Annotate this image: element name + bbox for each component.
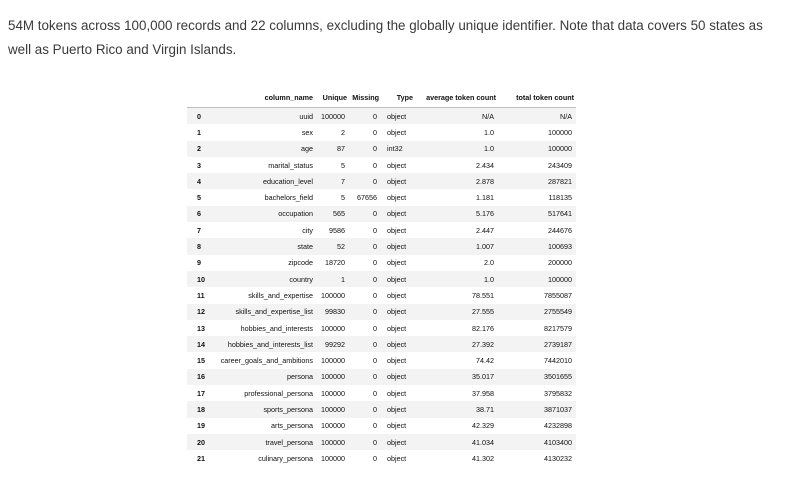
cell-unique: 2 xyxy=(341,127,345,137)
cell-total-token-count: 8217579 xyxy=(544,323,572,333)
table-row xyxy=(187,385,576,401)
cell-unique: 100000 xyxy=(321,453,345,463)
cell-column-name: professional_persona xyxy=(244,388,313,398)
intro-paragraph: 54M tokens across 100,000 records and 22 columns, excluding the globally unique identifier. Note that data covers 50 states as well as Puerto Rico and Virgin Islands. xyxy=(8,18,763,57)
header-index xyxy=(187,88,213,108)
cell-average-token-count: N/A xyxy=(415,108,498,125)
cell-type: object xyxy=(381,369,415,385)
cell-total-token-count: 7442010 xyxy=(544,356,572,366)
cell-type: object xyxy=(387,258,407,268)
cell-missing: 0 xyxy=(373,421,377,431)
cell-missing: 0 xyxy=(349,401,381,417)
cell-missing: 0 xyxy=(373,388,377,398)
cell-type: object xyxy=(387,323,407,333)
cell-column-name: bachelors_field xyxy=(264,193,313,203)
cell-missing: 0 xyxy=(349,369,381,385)
table-row xyxy=(187,222,576,238)
cell-total-token-count: 3795832 xyxy=(544,388,572,398)
cell-total-token-count: 100000 xyxy=(548,127,572,137)
row-index: 1 xyxy=(197,127,201,137)
cell-column-name: sex xyxy=(301,127,313,137)
cell-type: object xyxy=(381,108,415,125)
table-row xyxy=(187,450,576,466)
cell-type: object xyxy=(381,173,415,189)
cell-missing: 0 xyxy=(373,258,377,268)
cell-average-token-count: 1.0 xyxy=(484,127,494,137)
table-row xyxy=(187,418,576,434)
row-index: 3 xyxy=(197,160,201,170)
row-index: 11 xyxy=(197,290,205,300)
row-index: 6 xyxy=(187,206,213,222)
cell-column-name: skills_and_expertise xyxy=(248,290,313,300)
cell-missing: 67656 xyxy=(357,193,377,203)
table-row xyxy=(187,320,576,336)
table-row xyxy=(187,124,576,140)
header-missing: Missing xyxy=(349,88,381,108)
cell-column-name: career_goals_and_ambitions xyxy=(220,356,313,366)
cell-column-name: persona xyxy=(213,369,315,385)
row-index: 8 xyxy=(187,238,213,254)
row-index: 13 xyxy=(197,323,205,333)
row-index: 7 xyxy=(197,225,201,235)
cell-average-token-count: 37.958 xyxy=(472,388,494,398)
cell-type: object xyxy=(387,453,407,463)
cell-unique: 100000 xyxy=(315,369,349,385)
cell-unique: 565 xyxy=(315,206,349,222)
cell-column-name: travel_persona xyxy=(213,434,315,450)
cell-missing: 0 xyxy=(349,304,381,320)
cell-average-token-count: 1.0 xyxy=(415,141,498,157)
row-index: 4 xyxy=(187,173,213,189)
cell-average-token-count: 38.71 xyxy=(415,401,498,417)
cell-total-token-count: 3501655 xyxy=(498,369,576,385)
cell-type: object xyxy=(381,271,415,287)
cell-missing: 0 xyxy=(349,206,381,222)
cell-unique: 100000 xyxy=(321,388,345,398)
table-row xyxy=(187,108,576,125)
cell-unique: 100000 xyxy=(321,323,345,333)
cell-average-token-count: 82.176 xyxy=(472,323,494,333)
cell-column-name: hobbies_and_interests_list xyxy=(213,336,315,352)
header-average-token-count: average token count xyxy=(415,88,498,108)
row-index: 20 xyxy=(187,434,213,450)
table-row xyxy=(187,141,576,157)
cell-missing: 0 xyxy=(373,453,377,463)
cell-type: object xyxy=(381,434,415,450)
cell-unique: 7 xyxy=(315,173,349,189)
table-row xyxy=(187,369,576,385)
table-row xyxy=(187,173,576,189)
cell-missing: 0 xyxy=(373,323,377,333)
cell-unique: 5 xyxy=(341,160,345,170)
row-index: 17 xyxy=(197,388,205,398)
cell-type: object xyxy=(387,388,407,398)
table-row xyxy=(187,352,576,368)
cell-column-name: hobbies_and_interests xyxy=(240,323,313,333)
table-row xyxy=(187,189,576,205)
cell-unique: 99830 xyxy=(315,304,349,320)
table-row xyxy=(187,157,576,173)
cell-column-name: education_level xyxy=(213,173,315,189)
cell-unique: 100000 xyxy=(315,434,349,450)
cell-total-token-count: 517641 xyxy=(498,206,576,222)
cell-type: object xyxy=(387,356,407,366)
cell-missing: 0 xyxy=(349,336,381,352)
cell-average-token-count: 2.434 xyxy=(476,160,494,170)
cell-type: object xyxy=(387,225,407,235)
cell-total-token-count: 200000 xyxy=(548,258,572,268)
row-index: 14 xyxy=(187,336,213,352)
cell-average-token-count: 5.176 xyxy=(415,206,498,222)
cell-column-name: culinary_persona xyxy=(258,453,313,463)
cell-missing: 0 xyxy=(349,173,381,189)
row-index: 18 xyxy=(187,401,213,417)
row-index: 12 xyxy=(187,304,213,320)
cell-type: object xyxy=(381,401,415,417)
row-index: 19 xyxy=(197,421,205,431)
cell-total-token-count: 243409 xyxy=(548,160,572,170)
cell-total-token-count: 2739187 xyxy=(498,336,576,352)
cell-column-name: uuid xyxy=(213,108,315,125)
cell-total-token-count: N/A xyxy=(498,108,576,125)
cell-type: object xyxy=(381,336,415,352)
cell-column-name: skills_and_expertise_list xyxy=(213,304,315,320)
table-row xyxy=(187,304,576,320)
cell-total-token-count: 3871037 xyxy=(498,401,576,417)
dataset-stats-table xyxy=(187,88,576,467)
cell-column-name: occupation xyxy=(213,206,315,222)
cell-missing: 0 xyxy=(349,108,381,125)
cell-total-token-count: 100693 xyxy=(498,238,576,254)
cell-average-token-count: 42.329 xyxy=(472,421,494,431)
table-row xyxy=(187,434,576,450)
cell-column-name: country xyxy=(213,271,315,287)
cell-type: object xyxy=(381,206,415,222)
cell-total-token-count: 7855087 xyxy=(544,290,572,300)
cell-column-name: age xyxy=(213,141,315,157)
cell-unique: 100000 xyxy=(321,356,345,366)
cell-average-token-count: 1.007 xyxy=(415,238,498,254)
dataset-stats-table-container xyxy=(187,88,576,476)
cell-column-name: arts_persona xyxy=(271,421,313,431)
row-index: 9 xyxy=(197,258,201,268)
cell-average-token-count: 78.551 xyxy=(472,290,494,300)
cell-unique: 100000 xyxy=(315,401,349,417)
cell-total-token-count: 4130232 xyxy=(544,453,572,463)
cell-total-token-count: 4103400 xyxy=(498,434,576,450)
header-unique: Unique xyxy=(315,88,349,108)
cell-unique: 100000 xyxy=(321,290,345,300)
cell-missing: 0 xyxy=(373,160,377,170)
cell-total-token-count: 287821 xyxy=(498,173,576,189)
table-row xyxy=(187,238,576,254)
table-body xyxy=(187,108,576,467)
cell-missing: 0 xyxy=(349,434,381,450)
cell-average-token-count: 2.0 xyxy=(484,258,494,268)
cell-average-token-count: 41.302 xyxy=(472,453,494,463)
cell-unique: 87 xyxy=(315,141,349,157)
table-row xyxy=(187,271,576,287)
cell-column-name: marital_status xyxy=(268,160,313,170)
cell-missing: 0 xyxy=(349,271,381,287)
cell-total-token-count: 100000 xyxy=(498,271,576,287)
cell-unique: 52 xyxy=(315,238,349,254)
cell-average-token-count: 2.447 xyxy=(476,225,494,235)
cell-column-name: state xyxy=(213,238,315,254)
cell-type: object xyxy=(387,160,407,170)
cell-type: object xyxy=(387,421,407,431)
cell-average-token-count: 35.017 xyxy=(415,369,498,385)
table-row xyxy=(187,336,576,352)
cell-unique: 100000 xyxy=(315,108,349,125)
cell-missing: 0 xyxy=(373,290,377,300)
cell-unique: 99292 xyxy=(315,336,349,352)
cell-average-token-count: 1.0 xyxy=(415,271,498,287)
table-row xyxy=(187,287,576,303)
cell-average-token-count: 74.42 xyxy=(476,356,494,366)
cell-missing: 0 xyxy=(349,238,381,254)
row-index: 2 xyxy=(187,141,213,157)
row-index: 0 xyxy=(187,108,213,125)
cell-missing: 0 xyxy=(349,141,381,157)
row-index: 21 xyxy=(197,453,205,463)
cell-type: object xyxy=(381,238,415,254)
cell-unique: 5 xyxy=(341,193,345,203)
table-header-row xyxy=(187,88,576,108)
cell-total-token-count: 244676 xyxy=(548,225,572,235)
cell-column-name: city xyxy=(302,225,313,235)
cell-column-name: sports_persona xyxy=(213,401,315,417)
cell-type: object xyxy=(387,193,407,203)
cell-unique: 18720 xyxy=(325,258,345,268)
cell-total-token-count: 118135 xyxy=(548,193,572,203)
cell-unique: 100000 xyxy=(321,421,345,431)
table-row xyxy=(187,206,576,222)
cell-type: object xyxy=(381,304,415,320)
cell-total-token-count: 100000 xyxy=(498,141,576,157)
table-row xyxy=(187,401,576,417)
cell-average-token-count: 1.181 xyxy=(476,193,494,203)
cell-missing: 0 xyxy=(373,225,377,235)
cell-unique: 1 xyxy=(315,271,349,287)
cell-type: object xyxy=(387,290,407,300)
cell-unique: 9586 xyxy=(329,225,345,235)
row-index: 5 xyxy=(197,193,201,203)
row-index: 10 xyxy=(187,271,213,287)
cell-type: int32 xyxy=(381,141,415,157)
table-row xyxy=(187,255,576,271)
cell-missing: 0 xyxy=(373,127,377,137)
row-index: 15 xyxy=(197,356,205,366)
cell-total-token-count: 4232898 xyxy=(544,421,572,431)
row-index: 16 xyxy=(187,369,213,385)
cell-average-token-count: 41.034 xyxy=(415,434,498,450)
cell-average-token-count: 27.555 xyxy=(415,304,498,320)
cell-total-token-count: 2755549 xyxy=(498,304,576,320)
header-total-token-count: total token count xyxy=(498,88,576,108)
cell-missing: 0 xyxy=(373,356,377,366)
header-type: Type xyxy=(381,88,415,108)
cell-type: object xyxy=(387,127,407,137)
cell-average-token-count: 2.878 xyxy=(415,173,498,189)
cell-average-token-count: 27.392 xyxy=(415,336,498,352)
header-column-name: column_name xyxy=(213,88,315,108)
cell-column-name: zipcode xyxy=(288,258,313,268)
